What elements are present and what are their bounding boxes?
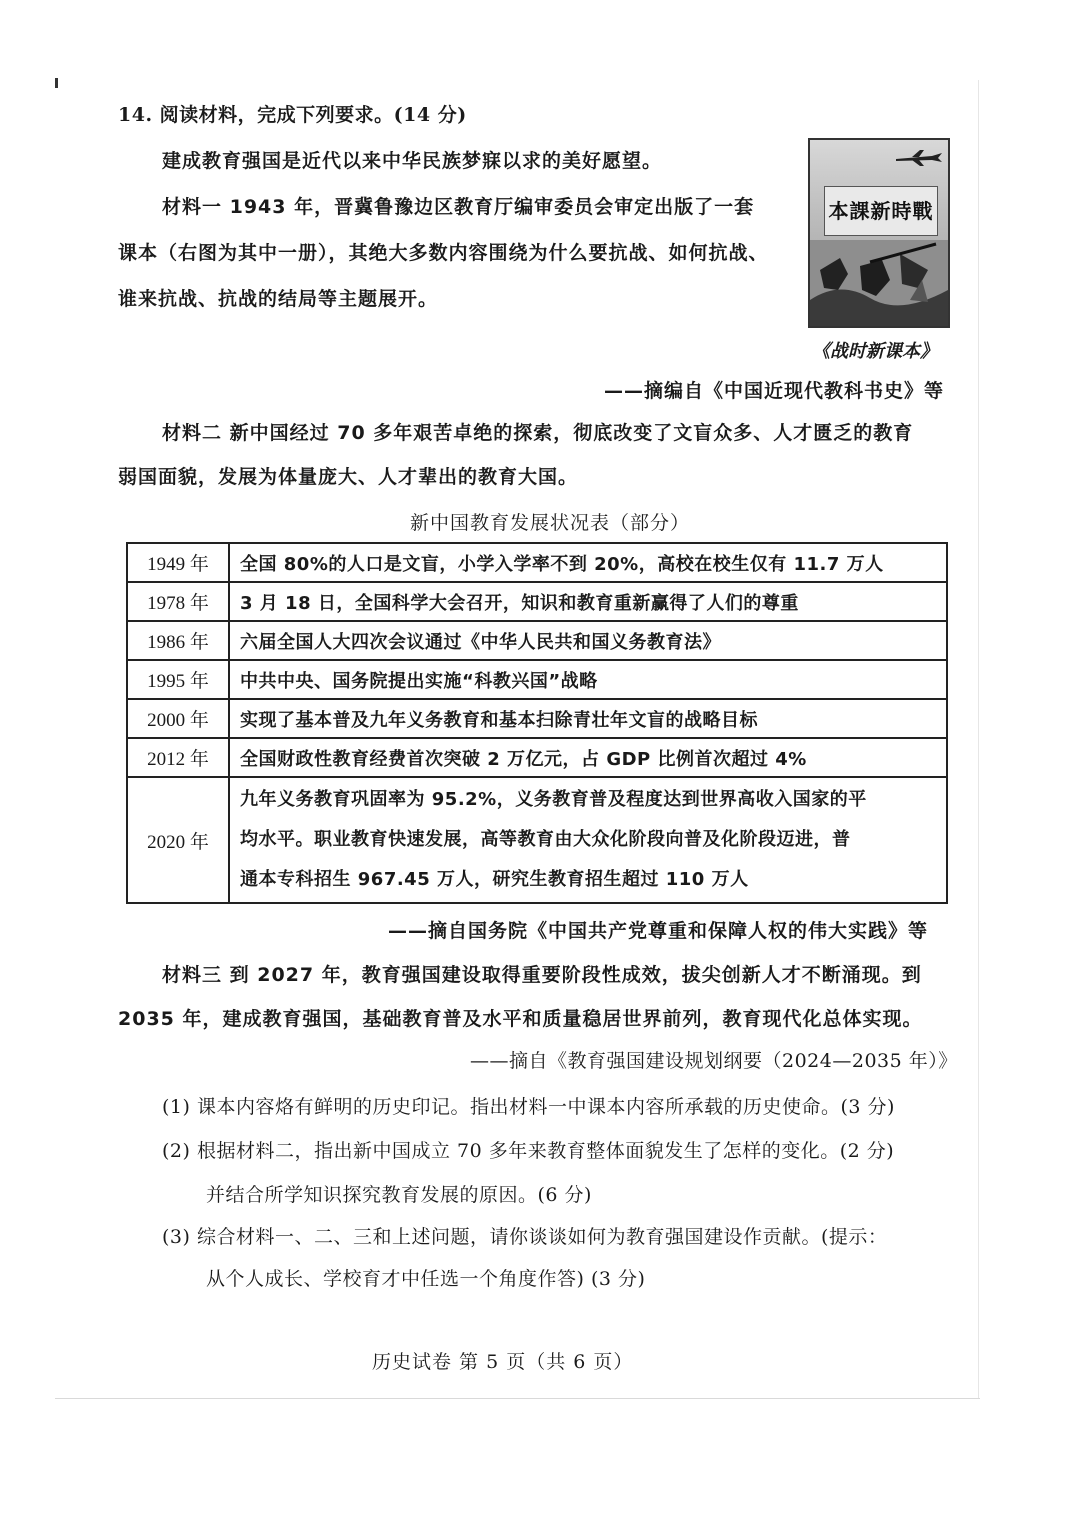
table-desc-cell: 六届全国人大四次会议通过《中华人民共和国义务教育法》 bbox=[229, 621, 947, 660]
scan-mark bbox=[55, 78, 58, 88]
cover-caption: 《战时新课本》 bbox=[812, 341, 938, 362]
table-desc-cell: 实现了基本普及九年义务教育和基本扫除青壮年文盲的战略目标 bbox=[229, 699, 947, 738]
table-desc-cell: 中共中央、国务院提出实施“科教兴国”战略 bbox=[229, 660, 947, 699]
cover-title: 本課新時戰 bbox=[824, 186, 938, 236]
table-desc-line: 九年义务教育巩固率为 95.2%，义务教育普及程度达到世界高收入国家的平 bbox=[240, 789, 867, 810]
table-year-cell: 2000 年 bbox=[127, 699, 229, 738]
page-edge-right bbox=[978, 80, 979, 1398]
material1-line1: 材料一 1943 年，晋冀鲁豫边区教育厅编审委员会审定出版了一套 bbox=[162, 196, 755, 218]
soldiers-illustration bbox=[810, 240, 948, 326]
table-row bbox=[127, 699, 947, 738]
material1-line2: 课本（右图为其中一册），其绝大多数内容围绕为什么要抗战、如何抗战、 bbox=[118, 242, 769, 264]
sub-question-2: (2) 根据材料二，指出新中国成立 70 多年来教育整体面貌发生了怎样的变化。(2 分) bbox=[162, 1140, 895, 1162]
table-year-cell: 1978 年 bbox=[127, 582, 229, 621]
table-year-cell: 2012 年 bbox=[127, 738, 229, 777]
sub-question-2-cont: 并结合所学知识探究教育发展的原因。(6 分) bbox=[206, 1184, 592, 1206]
sub-question-3: (3) 综合材料一、二、三和上述问题，请你谈谈如何为教育强国建设作贡献。(提示： bbox=[162, 1226, 888, 1248]
table-desc-cell: 全国 80%的人口是文盲，小学入学率不到 20%，高校在校生仅有 11.7 万人 bbox=[229, 543, 947, 582]
question-header: 14. 阅读材料，完成下列要求。(14 分) bbox=[118, 104, 467, 126]
material2-source: ——摘自国务院《中国共产党尊重和保障人权的伟大实践》等 bbox=[388, 920, 929, 942]
table-row bbox=[127, 660, 947, 699]
table-year-cell: 1995 年 bbox=[127, 660, 229, 699]
material1-source: ——摘编自《中国近现代教科书史》等 bbox=[604, 380, 945, 402]
sub-question-3-cont: 从个人成长、学校育才中任选一个角度作答) (3 分) bbox=[206, 1268, 646, 1290]
table-year-cell: 2020 年 bbox=[127, 777, 229, 903]
material2-line2: 弱国面貌，发展为体量庞大、人才辈出的教育大国。 bbox=[118, 466, 579, 488]
table-desc-cell bbox=[229, 777, 947, 903]
airplane-icon bbox=[894, 150, 944, 166]
question-intro: 建成教育强国是近代以来中华民族梦寐以求的美好愿望。 bbox=[162, 150, 663, 172]
table-desc-cell: 全国财政性教育经费首次突破 2 万亿元，占 GDP 比例首次超过 4% bbox=[229, 738, 947, 777]
material3-source: ——摘自《教育强国建设规划纲要（2024—2035 年）》 bbox=[470, 1050, 958, 1072]
material2-line1: 材料二 新中国经过 70 多年艰苦卓绝的探索，彻底改变了文盲众多、人才匮乏的教育 bbox=[162, 422, 914, 444]
education-table bbox=[126, 542, 948, 904]
table-desc-cell: 3 月 18 日，全国科学大会召开，知识和教育重新赢得了人们的尊重 bbox=[229, 582, 947, 621]
table-row bbox=[127, 777, 947, 903]
material3-line1: 材料三 到 2027 年，教育强国建设取得重要阶段性成效，拔尖创新人才不断涌现。到 bbox=[162, 964, 922, 986]
table-row bbox=[127, 738, 947, 777]
page-footer: 历史试卷 第 5 页（共 6 页） bbox=[372, 1351, 634, 1373]
page-edge-bottom bbox=[55, 1398, 980, 1399]
table-row bbox=[127, 543, 947, 582]
table-year-cell: 1986 年 bbox=[127, 621, 229, 660]
sub-question-1: (1) 课本内容烙有鲜明的历史印记。指出材料一中课本内容所承载的历史使命。(3 分) bbox=[162, 1096, 895, 1118]
material1-line3: 谁来抗战、抗战的结局等主题展开。 bbox=[118, 288, 439, 310]
table-row bbox=[127, 621, 947, 660]
textbook-cover-image bbox=[808, 138, 950, 328]
table-desc-line: 通本专科招生 967.45 万人，研究生教育招生超过 110 万人 bbox=[240, 869, 749, 890]
table-row bbox=[127, 582, 947, 621]
table-desc-line: 均水平。职业教育快速发展，高等教育由大众化阶段向普及化阶段迈进，普 bbox=[240, 829, 851, 850]
material3-line2: 2035 年，建成教育强国，基础教育普及水平和质量稳居世界前列，教育现代化总体实现。 bbox=[118, 1008, 923, 1030]
table-title: 新中国教育发展状况表（部分） bbox=[410, 512, 691, 534]
table-year-cell: 1949 年 bbox=[127, 543, 229, 582]
